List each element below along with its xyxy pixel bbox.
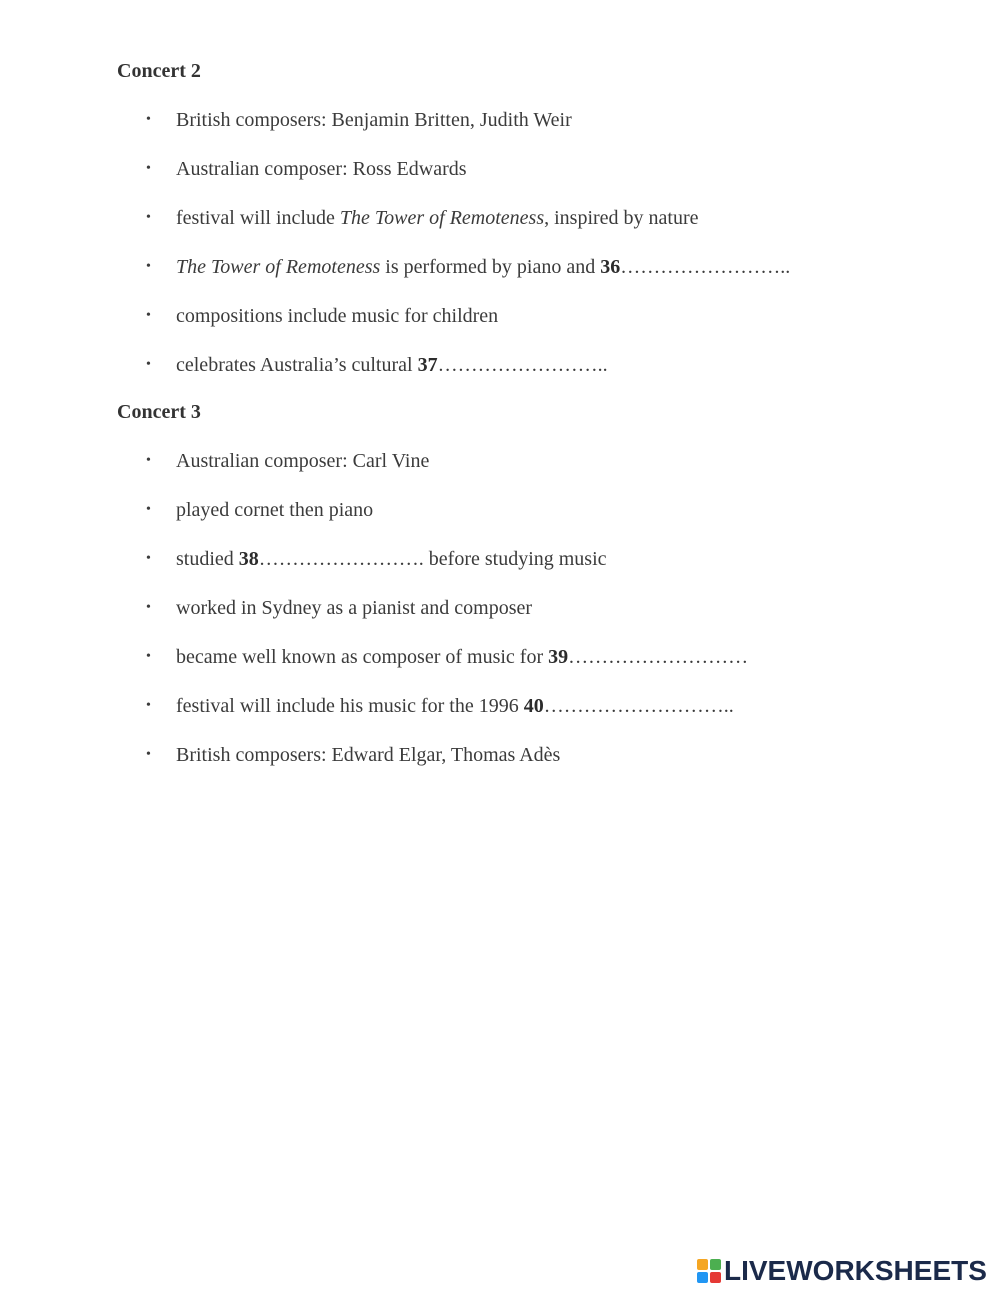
answer-gap-39[interactable]: ………………………	[568, 646, 749, 668]
list-item: • worked in Sydney as a pianist and composer	[146, 597, 533, 619]
bullet-icon: •	[146, 502, 151, 517]
list-item: • studied 38……………………. before studying music	[146, 548, 607, 570]
logo-square	[697, 1259, 708, 1270]
list-item: • The Tower of Remoteness is performed by piano and 36……………………..	[146, 256, 791, 278]
gap-number-36: 36	[600, 256, 621, 278]
gap-number-38: 38	[238, 548, 259, 570]
list-item: • British composers: Edward Elgar, Thomas Adès	[146, 744, 561, 766]
list-item: • Australian composer: Carl Vine	[146, 450, 430, 472]
concert-3-list	[0, 449, 1000, 792]
bullet-icon: •	[146, 600, 151, 615]
italic-title: The Tower of Remoteness	[176, 256, 381, 278]
bullet-icon: •	[146, 308, 151, 323]
list-item: • festival will include his music for the 1996 40………………………..	[146, 695, 734, 717]
list-item: • Australian composer: Ross Edwards	[146, 158, 467, 180]
list-item: • played cornet then piano	[146, 499, 374, 521]
bullet-icon: •	[146, 747, 151, 762]
concert-2-heading: Concert 2	[117, 60, 201, 82]
logo-mark-icon	[697, 1259, 721, 1283]
bullet-icon: •	[146, 453, 151, 468]
logo-text: LIVEWORKSHEETS	[724, 1255, 987, 1286]
bullet-icon: •	[146, 698, 151, 713]
answer-gap-40[interactable]: ………………………..	[543, 695, 734, 717]
list-item: • celebrates Australia’s cultural 37……………………..	[146, 354, 608, 376]
list-item: • compositions include music for children	[146, 305, 499, 327]
bullet-icon: •	[146, 259, 151, 274]
list-item: • became well known as composer of music for 39………………………	[146, 646, 749, 668]
bullet-icon: •	[146, 551, 151, 566]
logo-square	[697, 1272, 708, 1283]
bullet-icon: •	[146, 357, 151, 372]
logo-square	[710, 1272, 721, 1283]
answer-gap-38[interactable]: ……………………. before studying music	[258, 548, 607, 570]
gap-number-40: 40	[523, 695, 544, 717]
bullet-icon: •	[146, 210, 151, 225]
gap-number-39: 39	[548, 646, 569, 668]
bullet-icon: •	[146, 161, 151, 176]
concert-3-heading: Concert 3	[117, 401, 201, 423]
concert-2-list	[0, 108, 1000, 402]
liveworksheets-logo[interactable]	[697, 1256, 987, 1286]
list-item: • British composers: Benjamin Britten, Judith Weir	[146, 109, 572, 131]
bullet-icon: •	[146, 649, 151, 664]
gap-number-37: 37	[417, 354, 438, 376]
answer-gap-36[interactable]: ……………………..	[620, 256, 791, 278]
list-item: • festival will include The Tower of Remoteness, inspired by nature	[146, 207, 699, 229]
bullet-icon: •	[146, 112, 151, 127]
answer-gap-37[interactable]: ……………………..	[437, 354, 608, 376]
italic-title: The Tower of Remoteness	[339, 207, 545, 229]
logo-square	[710, 1259, 721, 1270]
